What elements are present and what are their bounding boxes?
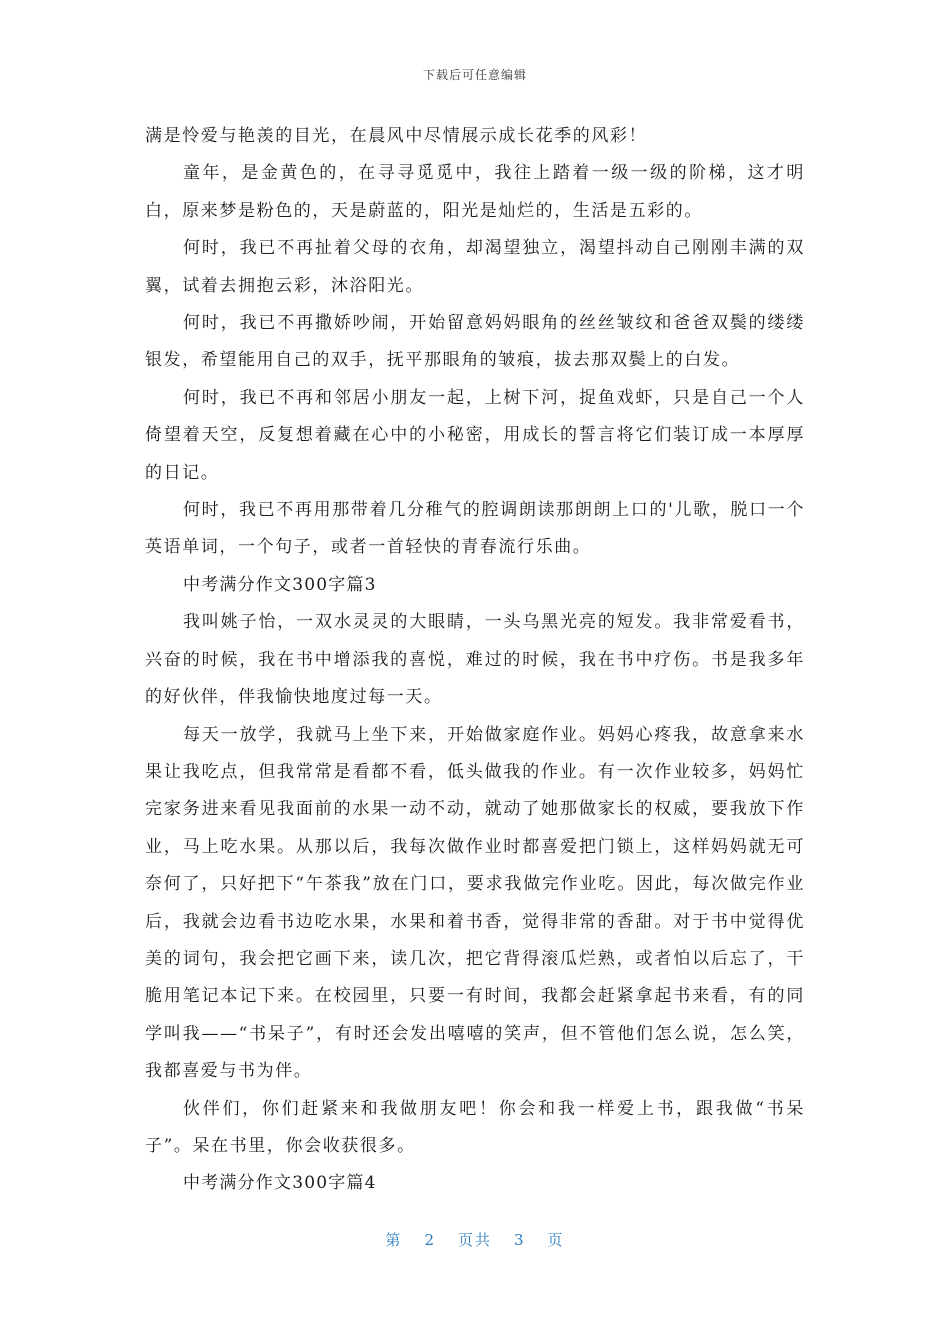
paragraph: 何时，我已不再用那带着几分稚气的腔调朗读那朗朗上口的'儿歌，脱口一个英语单词，一个句子，或者一首轻快的青春流行乐曲。 — [145, 500, 805, 558]
paragraph: 童年，是金黄色的，在寻寻觅觅中，我往上踏着一级一级的阶梯，这才明白，原来梦是粉色的，天是蔚蓝的，阳光是灿烂的，生活是五彩的。 — [145, 163, 805, 221]
page-total-number: 3 — [514, 1231, 526, 1249]
page-label-mid: 页共 — [457, 1231, 492, 1249]
paragraph: 伙伴们，你们赶紧来和我做朋友吧！你会和我一样爱上书，跟我做“书呆子”。呆在书里，你会收获很多。 — [145, 1098, 805, 1156]
paragraph: 满是怜爱与艳羡的目光，在晨风中尽情展示成长花季的风彩！ — [145, 126, 648, 146]
paragraph: 每天一放学，我就马上坐下来，开始做家庭作业。妈妈心疼我，故意拿来水果让我吃点，但我常常是看都不看，低头做我的作业。有一次作业较多，妈妈忙完家务进来看见我面前的水果一动不动，就动了她那做家长的权威，要我放下作业，马上吃水果。从那以后，我每次做作业时都喜爱把门锁上，这样妈妈就无可奈何了，只好把下“午茶我”放在门口，要求我做完作业吃。因此，每次做完作业后，我就会边看书边吃水果，水果和着书香，觉得非常的香甜。对于书中觉得优美的词句，我会把它画下来，读几次，把它背得滚瓜烂熟，或者怕以后忘了，干脆用笔记本记下来。在校园里，只要一有时间，我都会赶紧拿起书来看，有的同学叫我——“书呆子”，有时还会发出嘻嘻的笑声，但不管他们怎么说，怎么笑，我都喜爱与书为伴。 — [145, 724, 805, 1082]
section-title: 中考满分作文300字篇3 — [183, 574, 377, 595]
document-body — [145, 118, 805, 1203]
section-title: 中考满分作文300字篇4 — [183, 1173, 377, 1194]
paragraph: 何时，我已不再和邻居小朋友一起，上树下河，捉鱼戏虾，只是自己一个人倚望着天空，反复想着藏在心中的小秘密，用成长的誓言将它们装订成一本厚厚的日记。 — [145, 387, 805, 483]
page-current-number: 2 — [424, 1231, 436, 1249]
paragraph: 何时，我已不再撒娇吵闹，开始留意妈妈眼角的丝丝皱纹和爸爸双鬓的缕缕银发，希望能用自己的双手，抚平那眼角的皱痕，拔去那双鬓上的白发。 — [145, 313, 805, 371]
paragraph: 我叫姚子怡，一双水灵灵的大眼睛，一头乌黑光亮的短发。我非常爱看书，兴奋的时候，我在书中增添我的喜悦，难过的时候，我在书中疗伤。书是我多年的好伙伴，伴我愉快地度过每一天。 — [145, 612, 805, 708]
page-footer — [0, 1229, 950, 1250]
page-header: 下载后可任意编辑 — [422, 68, 527, 82]
paragraph: 何时，我已不再扯着父母的衣角，却渴望独立，渴望抖动自己刚刚丰满的双翼，试着去拥抱云彩，沐浴阳光。 — [145, 238, 805, 296]
page-label-prefix: 第 — [385, 1231, 403, 1249]
page-label-suffix: 页 — [547, 1231, 565, 1249]
